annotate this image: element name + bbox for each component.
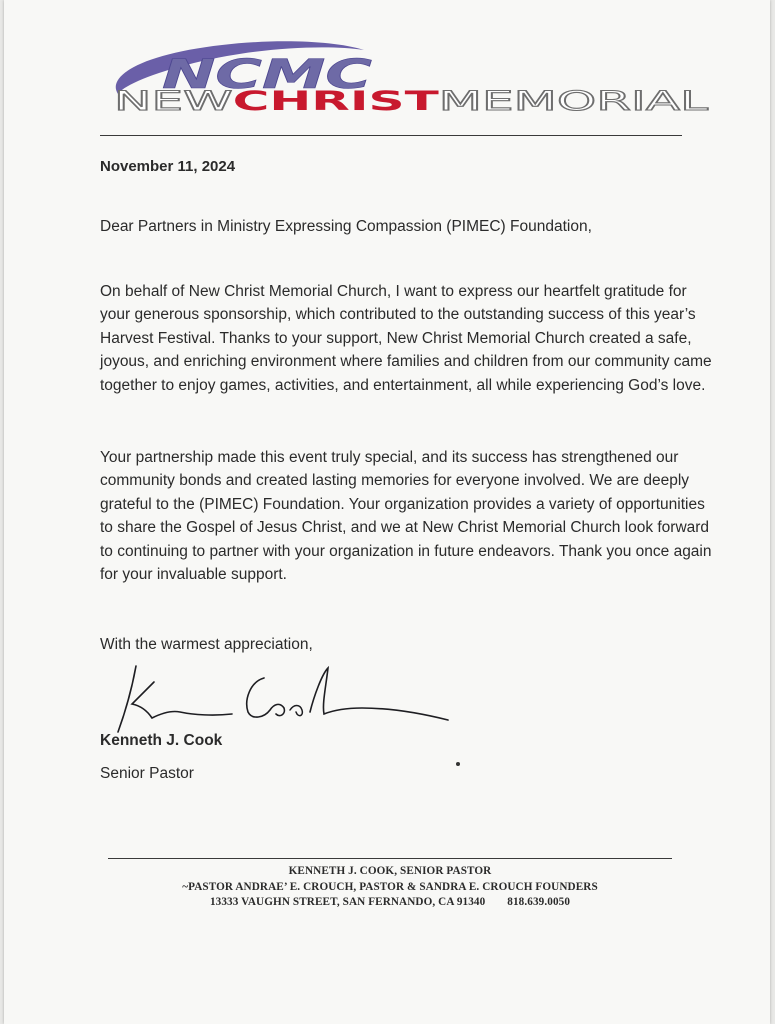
- ncmc-logo: [102, 36, 712, 116]
- logo-church-name: [114, 86, 708, 116]
- letterhead-footer: [108, 864, 672, 911]
- footer-contact-line: [108, 895, 672, 911]
- footer-address: 13333 VAUGHN STREET, SAN FERNANDO, CA 91340: [209, 896, 486, 908]
- header-divider: [100, 135, 682, 136]
- footer-divider: [108, 858, 672, 859]
- letter-date: November 11, 2024: [100, 158, 236, 175]
- signer-title: Senior Pastor: [100, 765, 194, 782]
- letter-closing: With the warmest appreciation,: [100, 636, 313, 653]
- footer-phone: 818.639.0050: [507, 896, 571, 908]
- letter-paragraph-2: Your partnership made this event truly special, and its success has strengthened our community bonds and created lasting memories for everyone involved. We are deeply grateful to the (PIMEC) Foundation. Your organization provides a variety of opportunities to share the Gospel of Jesus Christ, and we at New Christ Memorial Church look forward to continuing to partner with your organization in future endeavors. Thank you once again for your invaluable support.: [100, 449, 712, 584]
- letter-page: [4, 0, 770, 1024]
- logo-abbr: NCMC: [162, 52, 372, 98]
- signer-name: Kenneth J. Cook: [100, 732, 223, 749]
- footer-pastor-line: KENNETH J. COOK, SENIOR PASTOR: [288, 865, 492, 877]
- handwritten-signature: [114, 660, 454, 740]
- logo-name-memorial: MEMORIAL: [438, 86, 584, 116]
- footer-founders-line: ~PASTOR ANDRAE’ E. CROUCH, PASTOR & SANDRA E. CROUCH FOUNDERS: [182, 880, 598, 893]
- logo-name-new: NEW: [114, 86, 178, 116]
- letter-salutation: Dear Partners in Ministry Expressing Compassion (PIMEC) Foundation,: [100, 218, 592, 235]
- logo-name-christ: CHRIST: [232, 86, 344, 116]
- letter-paragraph-1: On behalf of New Christ Memorial Church, I want to express our heartfelt gratitude for your generous sponsorship, which contributed to the outstanding success of this year’s Harvest Festival. Thanks to your support, New Christ Memorial Church created a safe, joyous, and enriching environment where families and children from our community came together to enjoy games, activities, and entertainment, all while experiencing God’s love.: [100, 283, 712, 394]
- ink-speck: [456, 762, 460, 766]
